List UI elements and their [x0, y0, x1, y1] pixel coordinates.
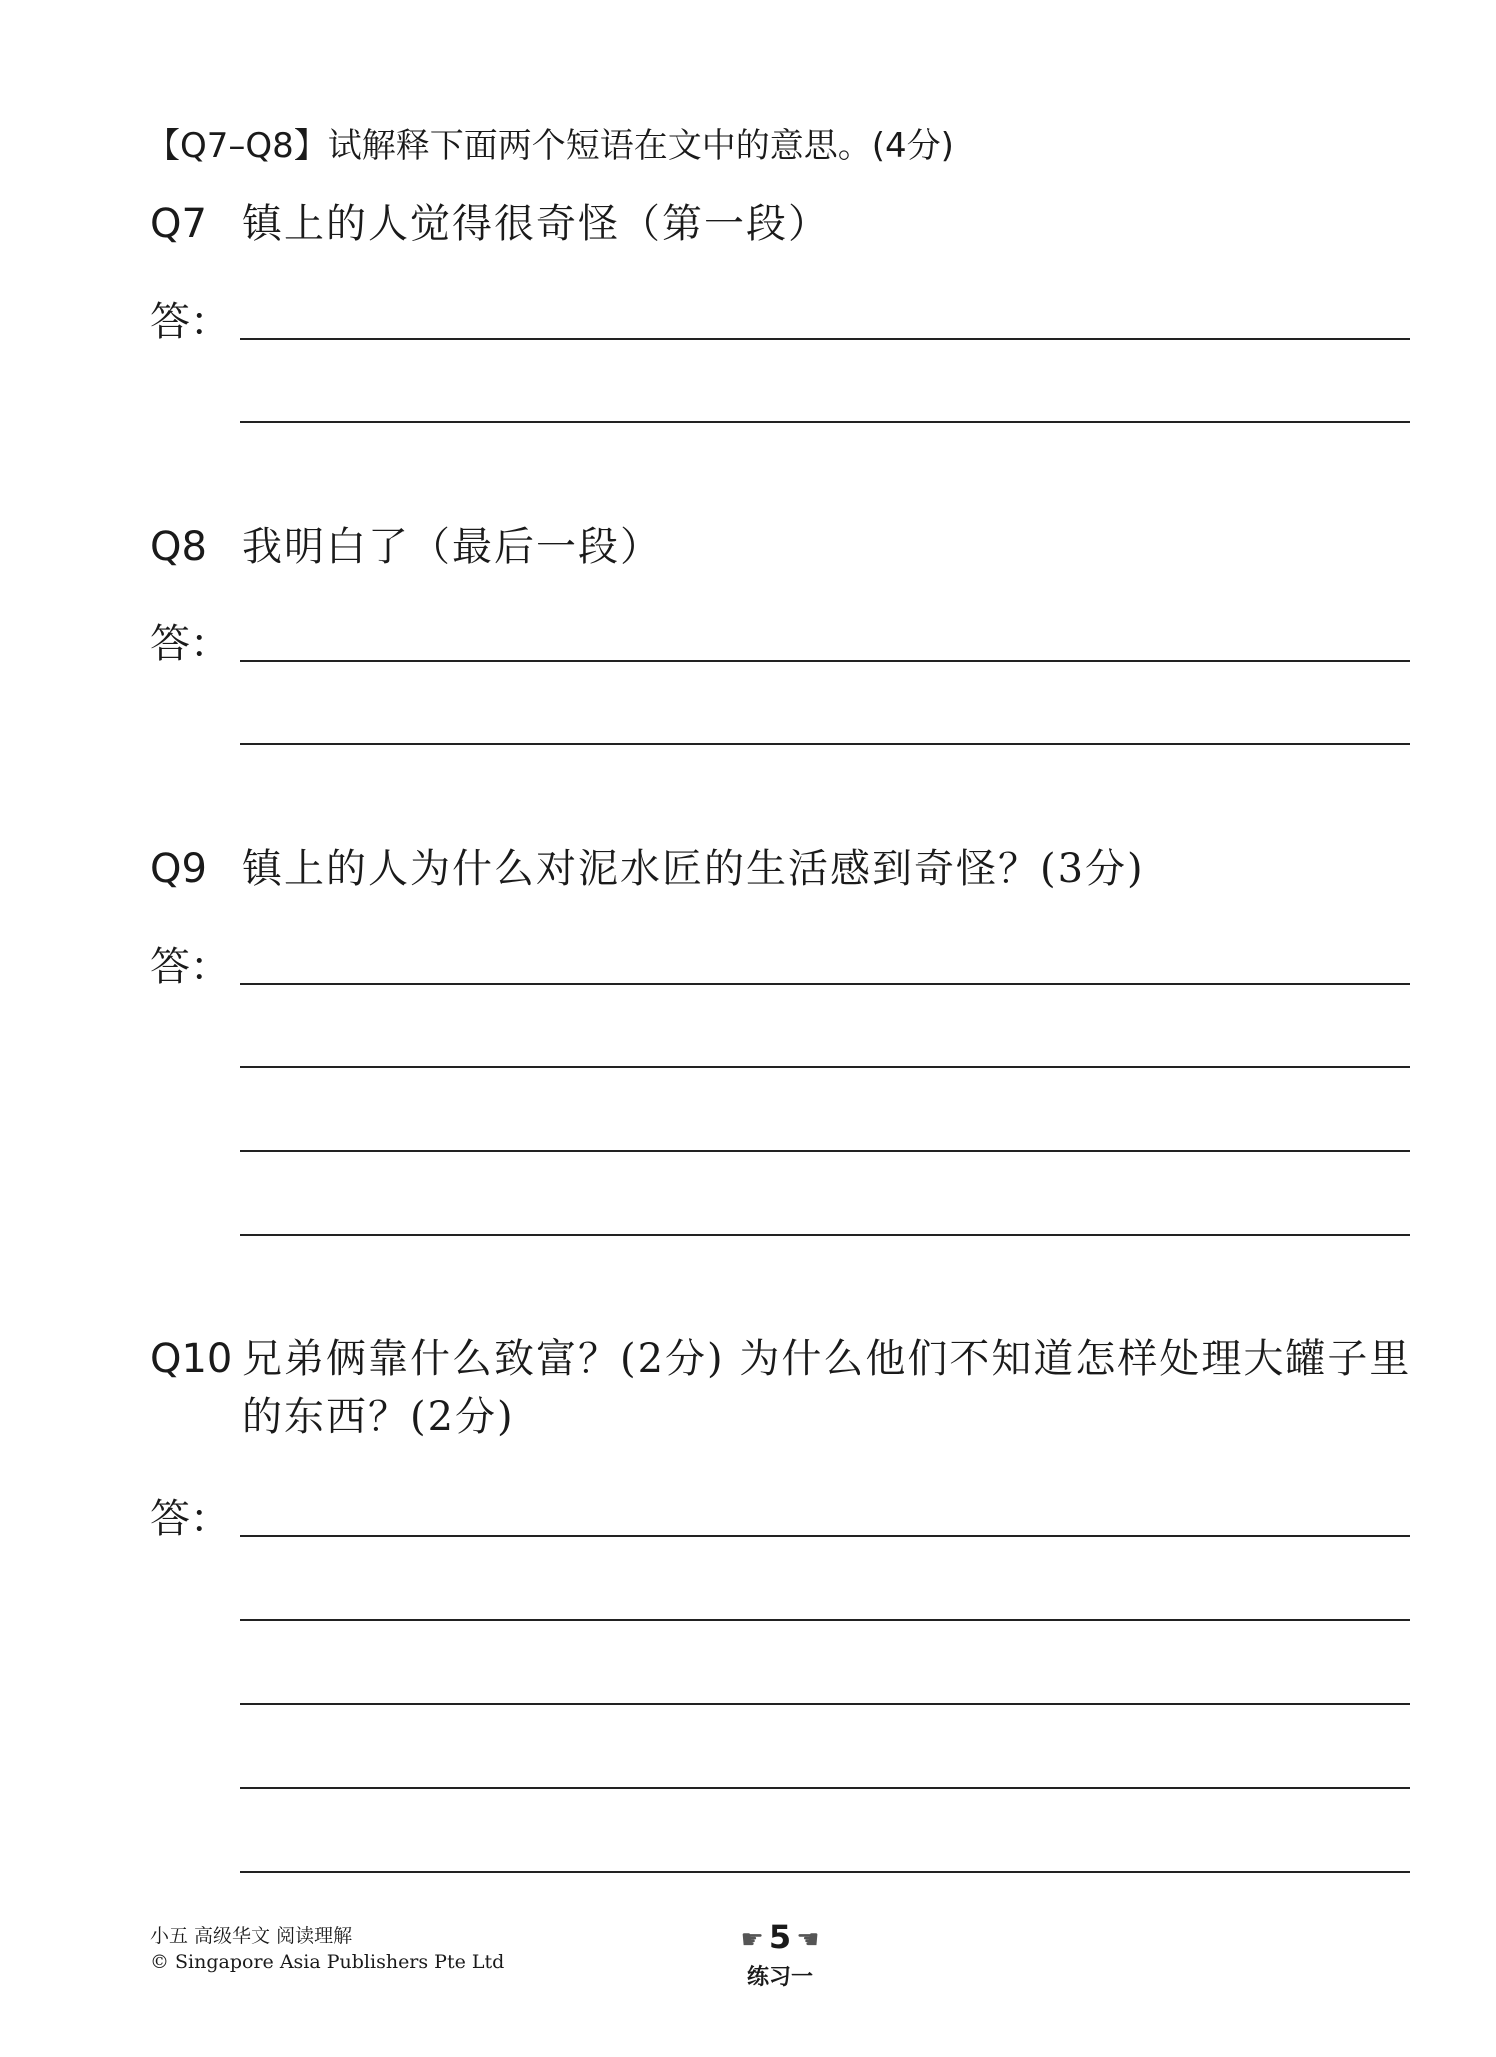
answer-line[interactable] [240, 1066, 1410, 1068]
answer-line[interactable] [240, 1787, 1410, 1789]
answer-line[interactable] [240, 1703, 1410, 1705]
question-text: 我明白了（最后一段） [242, 524, 662, 570]
instruction-header: 【Q7–Q8】试解释下面两个短语在文中的意思。(4分) [146, 126, 954, 166]
question-q8 [150, 518, 662, 576]
page-number: 5 [768, 1918, 792, 1956]
footer-book-info [150, 1923, 504, 1975]
footer-page-info [700, 1918, 860, 1991]
question-number: Q10 [150, 1336, 233, 1382]
question-text: 镇上的人觉得很奇怪（第一段） [242, 201, 830, 247]
answer-label-q8: 答： [150, 621, 230, 667]
answer-line[interactable] [240, 743, 1410, 745]
book-title: 小五 高级华文 阅读理解 [150, 1925, 353, 1947]
answer-line[interactable] [240, 1234, 1410, 1236]
copyright: © Singapore Asia Publishers Pte Ltd [150, 1951, 505, 1973]
question-number: Q9 [150, 846, 207, 892]
answer-label-q9: 答： [150, 944, 230, 990]
answer-label-q10: 答： [150, 1496, 230, 1542]
question-text-continued: 的东西？(2分) [242, 1394, 515, 1440]
answer-line[interactable] [240, 1535, 1410, 1537]
question-number: Q7 [150, 201, 207, 247]
pointing-hand-right-icon: ☛ [740, 1925, 764, 1955]
question-text: 镇上的人为什么对泥水匠的生活感到奇怪？(3分) [242, 846, 1145, 892]
question-text: 兄弟俩靠什么致富？(2分) 为什么他们不知道怎样处理大罐子里 [242, 1336, 1412, 1382]
answer-label-q7: 答： [150, 299, 230, 345]
question-q9 [150, 840, 1145, 898]
answer-line[interactable] [240, 1871, 1410, 1873]
answer-line[interactable] [240, 1150, 1410, 1152]
question-number: Q8 [150, 524, 207, 570]
answer-line[interactable] [240, 421, 1410, 423]
section-label: 练习一 [746, 1964, 813, 1990]
answer-line[interactable] [240, 338, 1410, 340]
answer-line[interactable] [240, 660, 1410, 662]
answer-line[interactable] [240, 983, 1410, 985]
question-q10 [150, 1330, 1411, 1446]
pointing-hand-left-icon: ☚ [796, 1925, 820, 1955]
answer-line[interactable] [240, 1619, 1410, 1621]
question-q7 [150, 195, 830, 253]
